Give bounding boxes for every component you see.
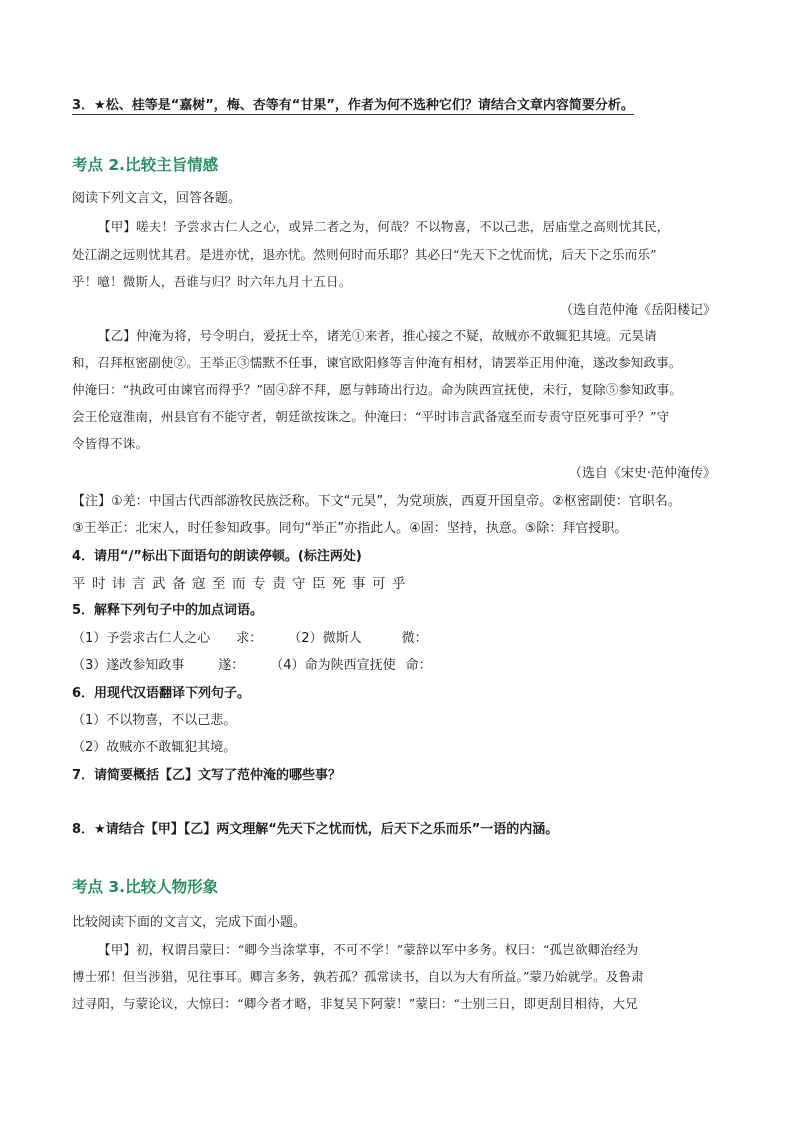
q5-item-4-word: 命： xyxy=(405,658,432,673)
passage-yi-source: （选自《宋史·范仲淹传》 xyxy=(568,466,716,481)
q5-item-1-word: 求： xyxy=(236,631,263,646)
question-8 xyxy=(72,818,558,837)
section-2-intro: 阅读下列文言文，回答各题。 xyxy=(72,191,242,206)
question-6: 6．用现代汉语翻译下列句子。 xyxy=(72,686,251,701)
passage-jia2-line-1: 【甲】初，权谓吕蒙曰：“卿今当涂掌事，不可不学！”蒙辞以军中多务。权曰：“孤岂欲卿治经为 xyxy=(98,942,639,957)
question-5: 5．解释下列句子中的加点词语。 xyxy=(72,603,264,618)
passage-yi-line-2: 和，召拜枢密副使②。王举正③懦默不任事，谏官欧阳修等言仲淹有相材，请罢举正用仲淹，遂改参知政事。 xyxy=(72,355,682,370)
question-4 xyxy=(72,545,362,564)
notes-line-2: ③王举正：北宋人，时任参知政事。同句“举正”亦指此人。④固：坚持，执意。⑤除：拜官授职。 xyxy=(72,521,628,536)
section-3-intro: 比较阅读下面的文言文，完成下面小题。 xyxy=(72,915,307,930)
star-icon: ★ xyxy=(94,98,106,113)
q5-item-3-word: 遂： xyxy=(218,658,245,673)
question-7: 7．请简要概括【乙】文写了范仲淹的哪些事？ xyxy=(72,768,342,783)
q5-item-2: （2）微斯人 xyxy=(288,631,362,646)
star-icon: ★ xyxy=(94,822,106,837)
question-number: 3． xyxy=(72,98,95,113)
passage-jia-source: （选自范仲淹《岳阳楼记》 xyxy=(559,303,716,318)
passage-yi-line-3: 仲淹曰：“执政可由谏官而得乎？”固④辞不拜，愿与韩琦出行边。命为陕西宣抚使，未行，复除⑤参知政事。 xyxy=(72,382,683,397)
passage-jia2-line-3: 过寻阳，与蒙论议，大惊曰：“卿今者才略，非复吴下阿蒙！”蒙曰：“士别三日，即更刮目相待，大兄 xyxy=(72,996,638,1011)
passage-yi-line-4: 会王伦寇淮南，州县官有不能守者，朝廷欲按诛之。仲淹曰：“平时讳言武备寇至而专责守臣死事可乎？”守 xyxy=(72,409,670,424)
question-6-item-1: （1）不以物喜，不以己悲。 xyxy=(72,713,237,728)
question-4-text: 4．请用“/”标出下面语句的朗读停顿。(标注两处) xyxy=(72,549,362,564)
question-5-row-2 xyxy=(72,654,432,673)
passage-jia-line-1: 【甲】嗟夫！予尝求古仁人之心，或异二者之为，何哉？不以物喜，不以己悲，居庙堂之高则忧其民， xyxy=(98,219,670,234)
question-text: 松、桂等是“嘉树”，梅、杏等有“甘果”，作者为何不选种它们？请结合文章内容简要分析。 xyxy=(105,98,634,113)
q5-item-2-word: 微： xyxy=(401,631,428,646)
passage-yi-line-1: 【乙】仲淹为将，号令明白，爱抚士卒，诸羌①来者，推心接之不疑，故贼亦不敢辄犯其境。元昊请 xyxy=(98,328,657,343)
q5-item-3: （3）遂改参知政事 xyxy=(72,658,185,673)
notes-line-1: 【注】①羌：中国古代西部游牧民族泛称。下文“元昊”，为党项族，西夏开国皇帝。②枢密副使：官职名。 xyxy=(72,494,681,509)
passage-jia2-line-2: 博士邪！但当涉猎，见往事耳。卿言多务，孰若孤？孤常读书，自以为大有所益。”蒙乃始就学。及鲁肃 xyxy=(72,969,644,984)
q5-item-1: （1）予尝求古仁人之心 xyxy=(72,631,211,646)
section-heading-3: 考点 3.比较人物形象 xyxy=(72,878,219,896)
question-5-row-1 xyxy=(72,627,428,646)
question-text: 请结合【甲】【乙】两文理解“先天下之忧而忧，后天下之乐而乐”一语的内涵。 xyxy=(105,822,559,837)
passage-jia-line-2: 处江湖之远则忧其君。是进亦忧，退亦忧。然则何时而乐耶？其必曰“先天下之忧而忧，后天下之乐而乐” xyxy=(72,247,657,262)
question-6-item-2: （2）故贼亦不敢辄犯其境。 xyxy=(72,740,237,755)
q5-item-4: （4）命为陕西宣抚使 xyxy=(270,658,396,673)
question-3 xyxy=(72,94,634,113)
question-4-sentence: 平时讳言武备寇至而专责守臣死事可乎 xyxy=(72,576,412,592)
passage-jia-line-3: 乎！噫！微斯人，吾谁与归？时六年九月十五日。 xyxy=(72,274,352,289)
passage-yi-line-5: 令皆得不诛。 xyxy=(72,436,149,451)
section-heading-2: 考点 2.比较主旨情感 xyxy=(72,156,219,174)
question-number: 8． xyxy=(72,822,95,837)
